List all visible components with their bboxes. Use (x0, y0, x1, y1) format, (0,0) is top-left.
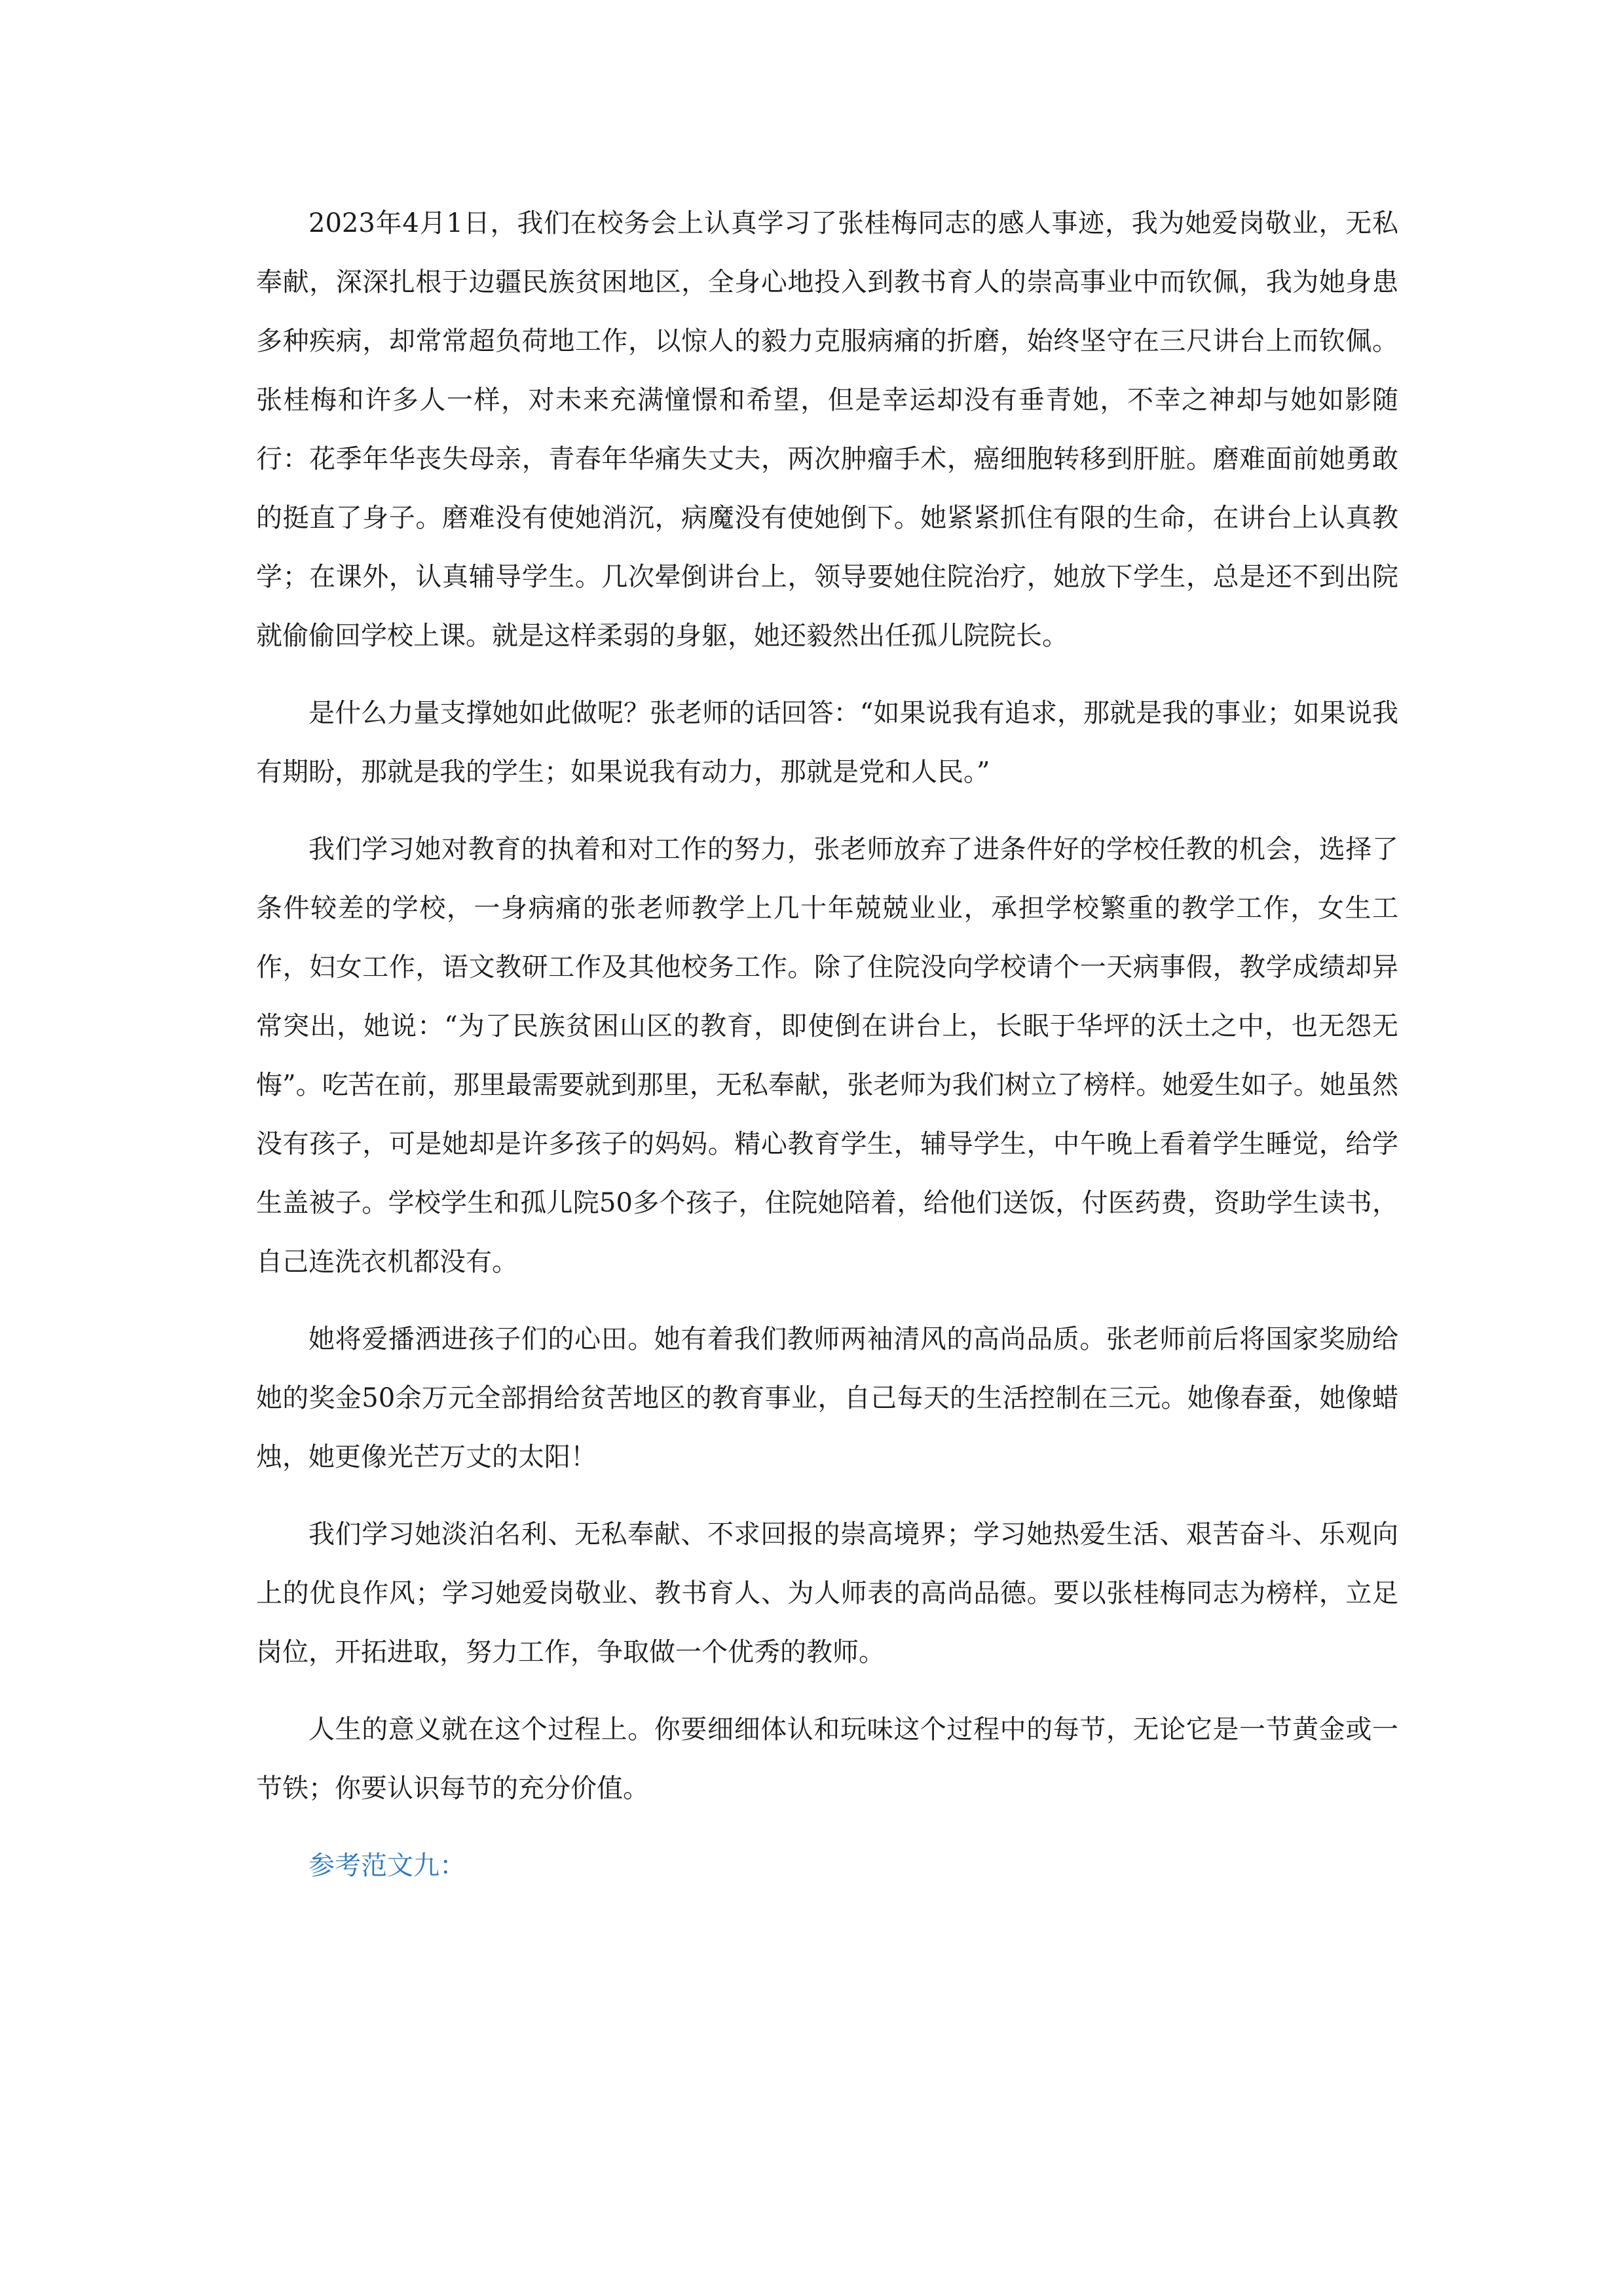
paragraph-4: 她将爱播洒进孩子们的心田。她有着我们教师两袖清风的高尚品质。张老师前后将国家奖励给她的奖金50余万元全部捐给贫苦地区的教育事业，自己每天的生活控制在三元。她像春蚕，她像蜡烛，她更像光芒万丈的太阳！ (256, 1324, 1398, 1472)
paragraph-2: 是什么力量支撑她如此做呢？张老师的话回答：“如果说我有追求，那就是我的事业；如果说我有期盼，那就是我的学生；如果说我有动力，那就是党和人民。” (256, 698, 1398, 787)
section-heading: 参考范文九： (308, 1851, 466, 1881)
document-body (256, 194, 1398, 1895)
paragraph-3: 我们学习她对教育的执着和对工作的努力，张老师放弃了进条件好的学校任教的机会，选择了条件较差的学校，一身病痛的张老师教学上几十年兢兢业业，承担学校繁重的教学工作，女生工作，妇女工作，语文教研工作及其他校务工作。除了住院没向学校请个一天病事假，教学成绩却异常突出，她说：“为了民族贫困山区的教育，即使倒在讲台上，长眠于华坪的沃土之中，也无怨无悔”。吃苦在前，那里最需要就到那里，无私奉献，张老师为我们树立了榜样。她爱生如子。她虽然没有孩子，可是她却是许多孩子的妈妈。精心教育学生，辅导学生，中午晚上看着学生睡觉，给学生盖被子。学校学生和孤儿院50多个孩子，住院她陪着，给他们送饭，付医药费，资助学生读书，自己连洗衣机都没有。 (256, 834, 1398, 1277)
paragraph-6: 人生的意义就在这个过程上。你要细细体认和玩味这个过程中的每节，无论它是一节黄金或一节铁；你要认识每节的充分价值。 (256, 1714, 1398, 1804)
paragraph-5: 我们学习她淡泊名利、无私奉献、不求回报的崇高境界；学习她热爱生活、艰苦奋斗、乐观向上的优良作风；学习她爱岗敬业、教书育人、为人师表的高尚品德。要以张桂梅同志为榜样，立足岗位，开拓进取，努力工作，争取做一个优秀的教师。 (256, 1519, 1398, 1667)
paragraph-1: 2023年4月1日，我们在校务会上认真学习了张桂梅同志的感人事迹，我为她爱岗敬业，无私奉献，深深扎根于边疆民族贫困地区，全身心地投入到教书育人的崇高事业中而钦佩，我为她身患多种疾病，却常常超负荷地工作，以惊人的毅力克服病痛的折磨，始终坚守在三尺讲台上而钦佩。张桂梅和许多人一样，对未来充满憧憬和希望，但是幸运却没有垂青她，不幸之神却与她如影随行：花季年华丧失母亲，青春年华痛失丈夫，两次肿瘤手术，癌细胞转移到肝脏。磨难面前她勇敢的挺直了身子。磨难没有使她消沉，病魔没有使她倒下。她紧紧抓住有限的生命，在讲台上认真教学；在课外，认真辅导学生。几次晕倒讲台上，领导要她住院治疗，她放下学生，总是还不到出院就偷偷回学校上课。就是这样柔弱的身躯，她还毅然出任孤儿院院长。 (256, 208, 1398, 651)
